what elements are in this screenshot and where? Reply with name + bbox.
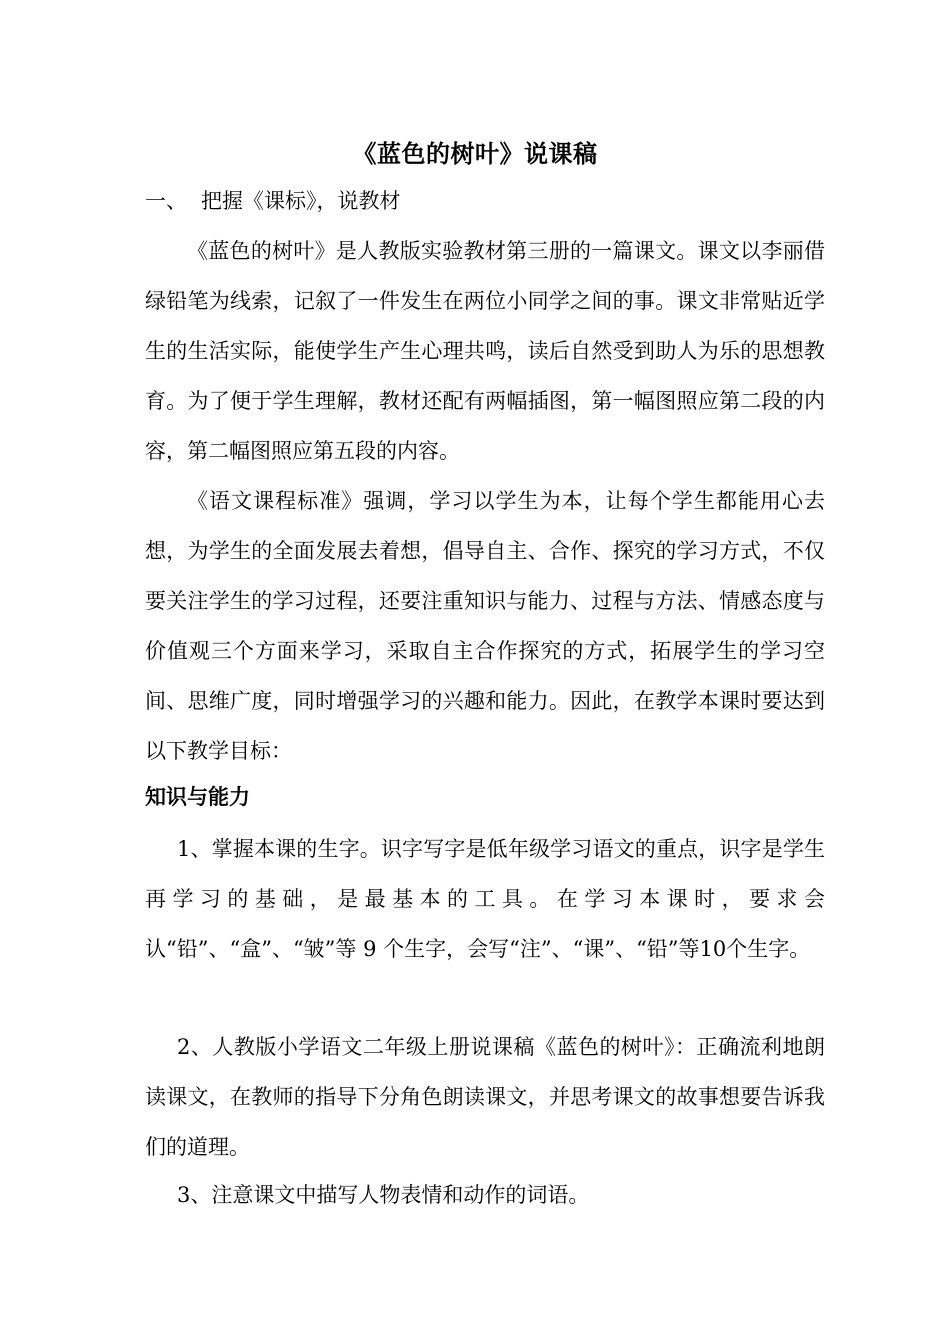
list-item: 2、人教版小学语文二年级上册说课稿《蓝色的树叶》：正确流利地朗读课文，在教师的指导下分角色朗读课文，并思考课文的故事想要告诉我们的道理。: [145, 1035, 825, 1159]
subheading-knowledge-ability: 知识与能力: [145, 785, 250, 809]
document-title: 《蓝色的树叶》说课稿: [352, 139, 598, 168]
section-heading: [145, 186, 401, 216]
paragraph-textbook-intro: 《蓝色的树叶》是人教版实验教材第三册的一篇课文。课文以李丽借绿铅笔为线索，记叙了一件发生在两位小同学之间的事。课文非常贴近学生的生活实际，能使学生产生心理共鸣，读后自然受到助人为乐的思想教育。为了便于学生理解，教材还配有两幅插图，第一幅图照应第二段的内容，第二幅图照应第五段的内容。: [145, 239, 825, 463]
section-heading-text: 把握《课标》，说教材: [201, 189, 401, 213]
list-item: 3、注意课文中描写人物表情和动作的词语。: [177, 1183, 590, 1207]
paragraph-curriculum-standard: 《语文课程标准》强调，学习以学生为本，让每个学生都能用心去想，为学生的全面发展去着想，倡导自主、合作、探究的学习方式，不仅要关注学生的学习过程，还要注重知识与能力、过程与方法、情感态度与价值观三个方面来学习，采取自主合作探究的方式，拓展学生的学习空间、思维广度，同时增强学习的兴趣和能力。因此，在教学本课时要达到以下教学目标：: [145, 489, 825, 763]
list-item: 1、掌握本课的生字。识字写字是低年级学习语文的重点，识字是学生再学习的基础，是最基本的工具。在学习本课时，要求会认“铅”、“盒”、“皱”等 9 个生字，会写“注”、“课”、“铅”等10个生字。: [145, 837, 825, 961]
section-number: 一、: [145, 189, 187, 213]
